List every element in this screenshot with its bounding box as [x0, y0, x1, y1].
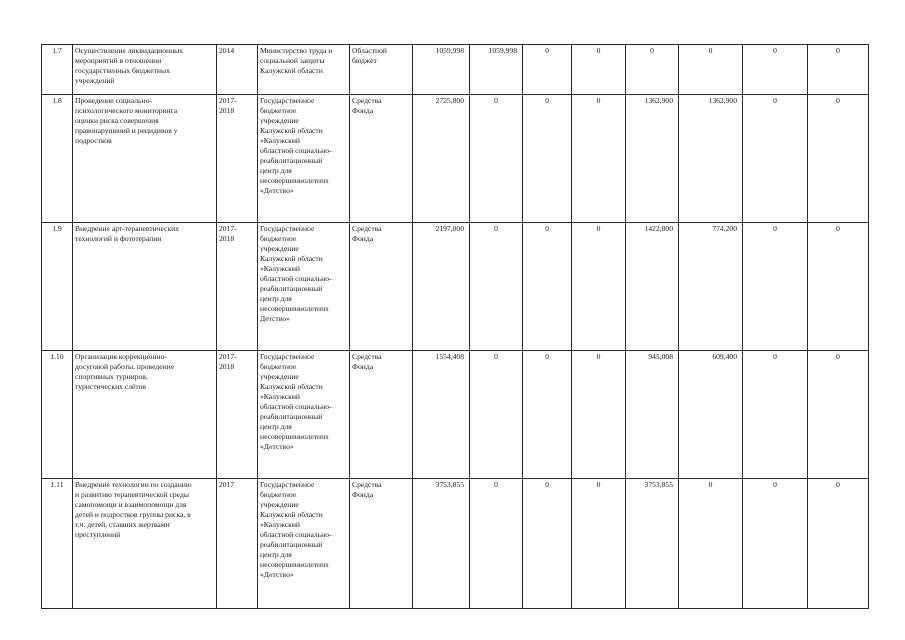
period-line: 2018 — [219, 362, 235, 371]
amount-cell: 0 — [679, 45, 743, 95]
amount-cell: 0 — [523, 479, 572, 609]
period-cell — [217, 45, 258, 95]
amount-cell: 0 — [470, 479, 523, 609]
executor-line: центр для — [260, 294, 292, 303]
period-cell — [217, 95, 258, 223]
source-line: Средства — [352, 480, 382, 489]
period-line: 2018 — [219, 234, 235, 243]
executor-cell — [258, 351, 350, 479]
executor-line: «Калужский — [260, 392, 300, 401]
executor-line: бюджетное — [260, 490, 297, 499]
activity-line: Организация коррекционно- — [75, 352, 167, 361]
executor-line: центр для — [260, 550, 292, 559]
activity-line: детей и подростков группы риска, в — [75, 510, 191, 519]
executor-cell — [258, 45, 350, 95]
executor-line: Калужской области — [260, 254, 323, 263]
table-row — [42, 479, 869, 609]
executor-cell — [258, 95, 350, 223]
amount-cell: 0 — [808, 95, 869, 223]
executor-line: Калужской области — [260, 126, 323, 135]
executor-line: Государственное — [260, 352, 315, 361]
amount-cell: 0 — [572, 95, 626, 223]
executor-line: бюджетное — [260, 234, 297, 243]
amount-cell: 0 — [572, 45, 626, 95]
amount-cell: 0 — [743, 479, 808, 609]
source-line: Средства — [352, 352, 382, 361]
amount-cell: 1422,800 — [626, 223, 679, 351]
executor-cell — [258, 223, 350, 351]
row-number: 1.11 — [42, 479, 73, 609]
amount-cell: 774,200 — [679, 223, 743, 351]
budget-table — [41, 44, 869, 609]
executor-line: реабилитационный — [260, 540, 323, 549]
amount-cell: 0 — [523, 45, 572, 95]
activity-line: преступлений — [75, 530, 121, 539]
amount-cell: 945,008 — [626, 351, 679, 479]
activity-line: Проведение социально- — [75, 96, 152, 105]
amount-cell: 1362,900 — [679, 95, 743, 223]
amount-cell: 0 — [743, 45, 808, 95]
executor-line: областной социально- — [260, 530, 332, 539]
activity-cell — [73, 223, 217, 351]
amount-cell: 0 — [743, 95, 808, 223]
period-line: 2014 — [219, 46, 235, 55]
total-cell: 2197,000 — [413, 223, 470, 351]
executor-line: реабилитационный — [260, 284, 323, 293]
executor-line: несовершеннолетних — [260, 560, 329, 569]
activity-line: учреждений — [75, 76, 115, 85]
period-line: 2017- — [219, 224, 237, 233]
amount-cell: 0 — [808, 351, 869, 479]
executor-line: областной социально- — [260, 274, 332, 283]
source-line: бюджет — [352, 56, 377, 65]
source-cell — [350, 223, 413, 351]
activity-line: туристических слётов — [75, 382, 146, 391]
period-cell — [217, 351, 258, 479]
executor-cell — [258, 479, 350, 609]
activity-line: оценки риска совершения — [75, 116, 159, 125]
executor-line: Государственное — [260, 224, 315, 233]
period-cell — [217, 223, 258, 351]
source-cell — [350, 45, 413, 95]
activity-cell — [73, 95, 217, 223]
activity-line: т.ч. детей, ставших жертвами — [75, 520, 170, 529]
source-line: Фонда — [352, 490, 374, 499]
executor-line: областной социально- — [260, 402, 332, 411]
activity-line: Осуществление ликвидационных — [75, 46, 184, 55]
executor-line: несовершеннолетних — [260, 176, 329, 185]
amount-cell: 0 — [470, 95, 523, 223]
row-number: 1.7 — [42, 45, 73, 95]
activity-line: государственных бюджетных — [75, 66, 170, 75]
amount-cell: 0 — [572, 223, 626, 351]
activity-line: спортивных турниров, — [75, 372, 148, 381]
amount-cell: 0 — [626, 45, 679, 95]
executor-line: Калужской области — [260, 382, 323, 391]
activity-line: подростков — [75, 136, 112, 145]
table-row — [42, 351, 869, 479]
table-body — [42, 45, 869, 609]
activity-line: правонарушений и рецидивов у — [75, 126, 178, 135]
amount-cell: 0 — [743, 223, 808, 351]
period-line: 2017- — [219, 96, 237, 105]
source-line: Средства — [352, 224, 382, 233]
table-row — [42, 223, 869, 351]
row-number: 1.8 — [42, 95, 73, 223]
executor-line: учреждение — [260, 372, 299, 381]
table-row — [42, 45, 869, 95]
activity-line: технологий и фототерапии — [75, 234, 162, 243]
executor-line: Калужской области — [260, 510, 323, 519]
period-cell — [217, 479, 258, 609]
executor-line: «Детство» — [260, 442, 294, 451]
activity-line: мероприятий в отношении — [75, 56, 162, 65]
executor-line: областной социально- — [260, 146, 332, 155]
activity-cell — [73, 45, 217, 95]
executor-line: Министерство труда и — [260, 46, 333, 55]
amount-cell: 0 — [523, 223, 572, 351]
period-line: 2018 — [219, 106, 235, 115]
executor-line: реабилитационный — [260, 412, 323, 421]
executor-line: «Калужский — [260, 264, 300, 273]
source-line: Фонда — [352, 362, 374, 371]
amount-cell: 0 — [743, 351, 808, 479]
activity-line: психологического мониторинга — [75, 106, 178, 115]
amount-cell: 1362,900 — [626, 95, 679, 223]
row-number: 1.10 — [42, 351, 73, 479]
executor-line: бюджетное — [260, 106, 297, 115]
amount-cell: 0 — [808, 479, 869, 609]
executor-line: Государственное — [260, 480, 315, 489]
total-cell: 1554,408 — [413, 351, 470, 479]
executor-line: Государственное — [260, 96, 315, 105]
total-cell: 2725,800 — [413, 95, 470, 223]
amount-cell: 3753,855 — [626, 479, 679, 609]
amount-cell: 1059,998 — [470, 45, 523, 95]
source-cell — [350, 351, 413, 479]
executor-line: учреждение — [260, 244, 299, 253]
activity-line: Внедрение арт-терапевтических — [75, 224, 180, 233]
activity-line: Внедрение технологии по созданию — [75, 480, 192, 489]
amount-cell: 0 — [808, 223, 869, 351]
executor-line: Детство» — [260, 314, 290, 323]
executor-line: несовершеннолетних — [260, 432, 329, 441]
activity-cell — [73, 351, 217, 479]
activity-line: самопомощи и взаимопомощи для — [75, 500, 187, 509]
executor-line: учреждение — [260, 500, 299, 509]
executor-line: центр для — [260, 422, 292, 431]
activity-cell — [73, 479, 217, 609]
amount-cell: 0 — [679, 479, 743, 609]
activity-line: досуговой работы, проведение — [75, 362, 175, 371]
source-cell — [350, 95, 413, 223]
executor-line: Калужской области — [260, 66, 323, 75]
amount-cell: 0 — [572, 351, 626, 479]
total-cell: 3753,855 — [413, 479, 470, 609]
source-cell — [350, 479, 413, 609]
executor-line: социальной защиты — [260, 56, 325, 65]
executor-line: учреждение — [260, 116, 299, 125]
source-line: Средства — [352, 96, 382, 105]
source-line: Фонда — [352, 234, 374, 243]
source-line: Областной — [352, 46, 387, 55]
executor-line: «Детство» — [260, 570, 294, 579]
executor-line: центр для — [260, 166, 292, 175]
row-number: 1.9 — [42, 223, 73, 351]
executor-line: реабилитационный — [260, 156, 323, 165]
amount-cell: 0 — [470, 351, 523, 479]
amount-cell: 609,400 — [679, 351, 743, 479]
amount-cell: 0 — [523, 95, 572, 223]
activity-line: и развитию терапевтической среды — [75, 490, 189, 499]
total-cell: 1059,998 — [413, 45, 470, 95]
executor-line: несовершеннолетних — [260, 304, 329, 313]
executor-line: бюджетное — [260, 362, 297, 371]
amount-cell: 0 — [572, 479, 626, 609]
period-line: 2017- — [219, 352, 237, 361]
amount-cell: 0 — [808, 45, 869, 95]
executor-line: «Калужский — [260, 520, 300, 529]
amount-cell: 0 — [470, 223, 523, 351]
source-line: Фонда — [352, 106, 374, 115]
executor-line: «Калужский — [260, 136, 300, 145]
executor-line: «Детство» — [260, 186, 294, 195]
period-line: 2017 — [219, 480, 235, 489]
amount-cell: 0 — [523, 351, 572, 479]
table-row — [42, 95, 869, 223]
